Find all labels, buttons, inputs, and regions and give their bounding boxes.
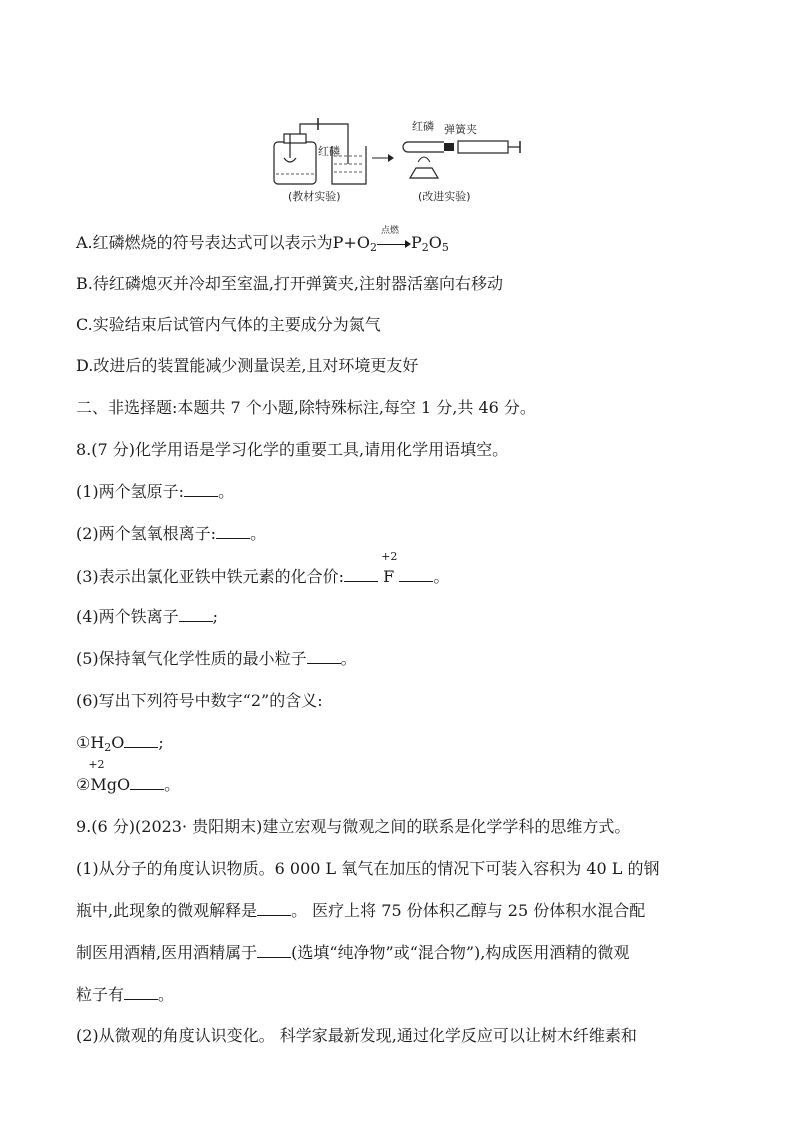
q9-part-2-line-1: (2)从微观的角度认识变化。 科学家最新发现,通过化学反应可以让树木纤维素和 bbox=[76, 1026, 637, 1045]
q9-part-1-line-1: (1)从分子的角度认识物质。6 000 L 氧气在加压的情况下可装入容积为 40 L 的钢 bbox=[76, 859, 660, 878]
answer-blank[interactable] bbox=[124, 985, 158, 1000]
flame-icon bbox=[418, 157, 430, 162]
label-spring-clip: 弹簧夹 bbox=[444, 123, 477, 136]
answer-blank[interactable] bbox=[257, 943, 291, 958]
caption-left: (教材实验) bbox=[288, 190, 341, 203]
answer-blank[interactable] bbox=[130, 775, 164, 790]
q8-stem: 8.(7 分)化学用语是学习化学的重要工具,请用化学用语填空。 bbox=[76, 440, 509, 459]
bottle-stopper bbox=[284, 134, 306, 143]
q8-part-5: (5)保持氧气化学性质的最小粒子 。 bbox=[76, 649, 357, 668]
q8-part-6-1: $①H_2O$ ; bbox=[76, 733, 164, 754]
q8-part-1: (1)两个氢原子: 。 bbox=[76, 482, 235, 501]
spring-clip bbox=[444, 143, 454, 151]
reaction-arrow: 点燃 bbox=[377, 237, 411, 251]
answer-blank[interactable] bbox=[257, 901, 291, 916]
answer-blank[interactable] bbox=[184, 482, 218, 497]
q9-part-1-line-3: 制医用酒精,医用酒精属于 (选填“纯净物”或“混合物”),构成医用酒精的微观 bbox=[76, 943, 630, 962]
q9-stem: 9.(6 分)(2023· 贵阳期末)建立宏观与微观之间的联系是化学学科的思维方式。 bbox=[76, 817, 631, 836]
syringe bbox=[458, 141, 508, 153]
section-heading: 二、非选择题:本题共 7 个小题,除特殊标注,每空 1 分,共 46 分。 bbox=[76, 398, 536, 417]
gas-bottle bbox=[274, 142, 316, 184]
q8-part-2: (2)两个氢氧根离子: 。 bbox=[76, 524, 267, 543]
test-tube bbox=[403, 142, 444, 152]
q8-part-6-2: ② +2 MgO 。 bbox=[76, 758, 181, 794]
option-b: B.待红磷熄灭并冷却至室温,打开弹簧夹,注射器活塞向右移动 bbox=[76, 274, 504, 293]
label-red-phosphorus-left: 红磷 bbox=[318, 145, 340, 158]
option-a: A.红磷燃烧的符号表达式可以表示为$P+O_2$ 点燃 $P_2O_5$ bbox=[76, 225, 449, 254]
label-red-phosphorus-right: 红磷 bbox=[412, 120, 434, 133]
answer-blank[interactable] bbox=[124, 733, 158, 748]
arrow-icon bbox=[388, 154, 394, 162]
q8-part-4: (4)两个铁离子 ; bbox=[76, 607, 219, 626]
answer-blank[interactable] bbox=[216, 524, 250, 539]
caption-right: (改进实验) bbox=[418, 190, 471, 203]
answer-blank[interactable] bbox=[179, 607, 213, 622]
alcohol-lamp bbox=[410, 168, 438, 178]
experiment-figure bbox=[268, 112, 530, 204]
apparatus-drawing bbox=[268, 112, 530, 204]
option-d: D.改进后的装置能减少测量误差,且对环境更友好 bbox=[76, 356, 419, 375]
answer-blank[interactable] bbox=[399, 567, 433, 582]
valence-symbol: +2 M bbox=[88, 758, 107, 794]
answer-blank[interactable] bbox=[344, 567, 378, 582]
q8-part-3: (3)表示出氯化亚铁中铁元素的化合价: +2 F 。 bbox=[76, 550, 450, 586]
answer-blank[interactable] bbox=[307, 649, 341, 664]
q8-part-6: (6)写出下列符号中数字“2”的含义: bbox=[76, 691, 323, 710]
combustion-spoon bbox=[284, 158, 296, 162]
q9-part-1-line-2: 瓶中,此现象的微观解释是 。 医疗上将 75 份体积乙醇与 25 份体积水混合配 bbox=[76, 901, 646, 920]
q9-part-1-line-4: 粒子有 。 bbox=[76, 985, 175, 1004]
connecting-tube bbox=[300, 124, 348, 164]
option-c: C.实验结束后试管内气体的主要成分为氮气 bbox=[76, 315, 381, 334]
valence-symbol: +2 F bbox=[381, 550, 398, 586]
